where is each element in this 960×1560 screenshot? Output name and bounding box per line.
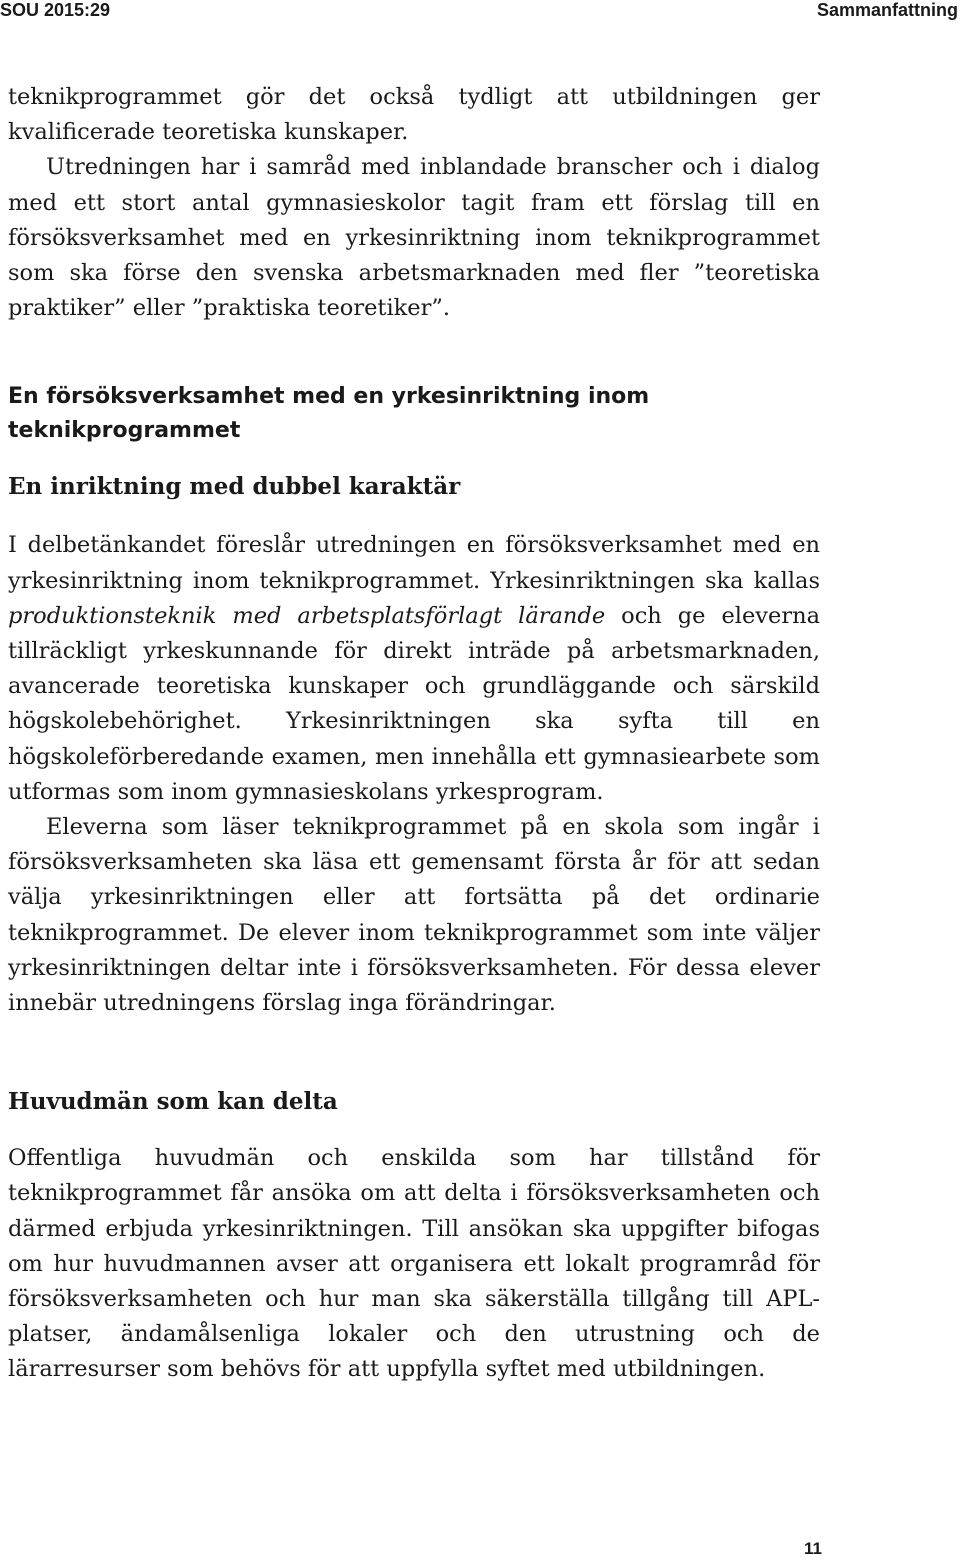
- section-heading: En försöksverksamhet med en yrkesinriktning inom teknikprogrammet: [8, 384, 650, 444]
- body-paragraph-3: Offentliga huvudmän och enskilda som har tillstånd för teknikprogrammet får ansöka om att delta i försöksverksamheten och därmed erbjuda yrkesinriktningen. Till ansökan ska uppgifter bifogas om hur huvudmannen avser att organisera ett lokalt programråd för försöksverksamheten och hur man ska säkerställa tillgång till APL-platser, ändamålsenliga lokaler och den utrustning och de lärarresurser som behövs för att uppfylla syftet med utbildningen.: [8, 1145, 820, 1383]
- page-number: 11: [804, 1539, 822, 1558]
- page-content: [8, 80, 820, 1388]
- program-name-emphasis: produktionsteknik med arbetsplatsförlagt lärande: [8, 602, 606, 629]
- body-paragraph-1-start: I delbetänkandet föreslår utredningen en försöksverksamhet med en yrkesinriktning inom teknikprogrammet. Yrkesinriktningen ska kallas: [8, 532, 820, 594]
- intro-paragraph-1: teknikprogrammet gör det också tydligt att utbildningen ger kvalificerade teoretiska kunskaper.: [8, 84, 820, 146]
- report-reference: SOU 2015:29: [0, 0, 111, 20]
- chapter-title: Sammanfattning: [816, 0, 958, 20]
- subheading-dual-character: En inriktning med dubbel karaktär: [8, 473, 461, 501]
- intro-paragraph-2: Utredningen har i samråd med inblandade branscher och i dialog med ett stort antal gymnasieskolor tagit fram ett förslag till en försöksverksamhet med en yrkesinriktning inom teknikprogrammet som ska förse den svenska arbetsmarknaden med fler ”teoretiska praktiker” eller ”praktiska teoretiker”.: [8, 154, 820, 322]
- body-paragraph-1: [8, 528, 820, 810]
- body-paragraph-1-end: och ge eleverna tillräckligt yrkeskunnande för direkt inträde på arbetsmarknaden, avancerade teoretiska kunskaper och grundläggande och särskild högskolebehörighet. Yrkesinriktningen ska syfta till en högskoleförberedande examen, men innehålla ett gymnasiearbete som utformas som inom gymnasieskolans yrkesprogram.: [8, 602, 820, 805]
- page-header: [0, 0, 960, 30]
- subheading-participating-principals: Huvudmän som kan delta: [8, 1088, 338, 1116]
- body-paragraph-2: Eleverna som läser teknikprogrammet på en skola som ingår i försöksverksamheten ska läsa ett gemensamt första år för att sedan välja yrkesinriktningen eller att fortsätta på det ordinarie teknikprogrammet. De elever inom teknikprogrammet som inte väljer yrkesinriktningen deltar inte i försöksverksamheten. För dessa elever innebär utredningens förslag inga förändringar.: [8, 814, 820, 1017]
